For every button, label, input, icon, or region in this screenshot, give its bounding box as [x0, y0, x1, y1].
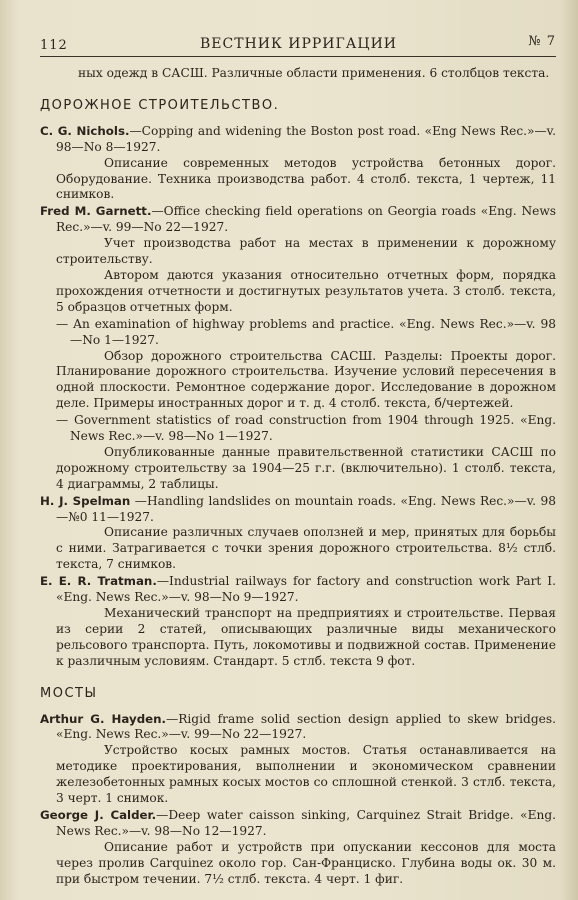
entry-description: Учет производства работ на местах в применении к дорожному строительству.: [56, 236, 556, 267]
bibliography-entry: [40, 124, 556, 204]
bibliography-entry: [40, 712, 556, 807]
entry-description-continued: Автором даются указания относительно отчетных форм, порядка прохождения отчетности и достигнутых результатов учета. 3 столб. текста, 5 образцов отчетных форм.: [56, 267, 556, 314]
entry-citation: Government statistics of road construction from 1904 through 1925. «Eng. News Rec.»—v. 98—No 1—1927.: [70, 413, 556, 444]
bibliography-entry: [40, 413, 556, 493]
entry-citation: —Rigid frame solid section design applied to skew bridges. «Eng. News Rec.»—v. 99—No 22—1927.: [56, 711, 556, 742]
issue-number: № 7: [528, 34, 556, 49]
entry-author: H. J. Spelman: [40, 493, 131, 508]
section-heading-bridges: МОСТЫ: [40, 685, 98, 701]
entry-author: E. E. R. Tratman.: [40, 574, 157, 589]
entry-dash: —: [56, 413, 69, 428]
entry-citation: —Office checking field operations on Georgia roads «Eng. News Rec.»—v. 99—No 22—1927.: [56, 204, 557, 235]
entry-citation: An examination of highway problems and practice. «Eng. News Rec.»—v. 98—No 1—1927.: [70, 316, 557, 347]
entry-description: Опубликованные данные правительственной статистики САСШ по дорожному строительству за 1904—25 г.г. (включительно). 1 столб. текста, 4 диаграммы, 2 таблицы.: [56, 444, 556, 491]
page-header: [40, 34, 556, 57]
entry-author: C. G. Nichols.: [40, 123, 130, 138]
entry-description: Устройство косых рамных мостов. Статья останавливается на методике проектирования, выполнении и экономическом сравнении железобетонных рамных косых мостов со сплошной стенкой. 3 стлб. текста, 3 черт. 1 снимок.: [56, 743, 556, 806]
entry-citation: —Industrial railways for factory and construction work Part I. «Eng. News Rec.»—v. 98—No 9—1927.: [56, 574, 557, 605]
section-heading-roads: ДОРОЖНОЕ СТРОИТЕЛЬСТВО.: [40, 97, 280, 113]
bibliography-entry: [40, 204, 556, 315]
page-content: [40, 66, 556, 888]
entry-description: Обзор дорожного строительства САСШ. Разделы: Проекты дорог. Планирование дорожного строительства. Изучение условий пересечения в одной плоскости. Ремонтное содержание дорог. Исследование в дорожном деле. Примеры иностранных дорог и т. д. 4 столб. текста, б/чертежей.: [56, 348, 556, 411]
intro-text: ных одежд в САСШ. Различные области применения. 6 столбцов текста.: [78, 66, 550, 80]
bibliography-entry: [40, 494, 556, 574]
entry-citation: —Handling landslides on mountain roads. «Eng. News Rec.»—v. 98—№0 11—1927.: [56, 493, 556, 524]
entry-description: Описание современных методов устройства бетонных дорог. Оборудование. Техника производства работ. 4 столб. текста, 1 чертеж, 11 снимков.: [56, 155, 556, 202]
entry-citation: —Copping and widening the Boston post road. «Eng News Rec.»—v. 98—No 8—1927.: [56, 123, 556, 154]
entry-description: Описание работ и устройств при опускании кессонов для моста через пролив Carquinez около гор. Сан-Франциско. Глубина воды ок. 30 м. при быстром течении. 7½ стлб. текста. 4 черт. 1 фиг.: [56, 839, 556, 886]
bibliography-entry: [40, 574, 556, 669]
page-number: 112: [40, 38, 68, 53]
entry-dash: —: [56, 316, 69, 331]
entry-citation: —Deep water caisson sinking, Carquinez Strait Bridge. «Eng. News Rec.»—v. 98—No 12—1927.: [56, 807, 556, 838]
entry-description: Механический транспорт на предприятиях и строительстве. Первая из серии 2 статей, описывающих различные виды механического рельсового транспорта. Путь, локомотивы и подвижной состав. Применение к различным условиям. Стандарт. 5 стлб. текста 9 фот.: [56, 606, 556, 668]
entry-author: Fred M. Garnett.: [40, 204, 152, 219]
journal-title: ВЕСТНИК ИРРИГАЦИИ: [200, 36, 398, 52]
bibliography-entry: [40, 317, 556, 412]
bibliography-entry: [40, 808, 556, 888]
entry-description: Описание различных случаев оползней и мер, принятых для борьбы с ними. Затрагивается с точки зрения дорожного строительства. 8½ стлб. текста, 7 снимков.: [56, 525, 556, 572]
entry-author: Arthur G. Hayden.: [40, 711, 167, 726]
entry-author: George J. Calder.: [40, 807, 157, 822]
